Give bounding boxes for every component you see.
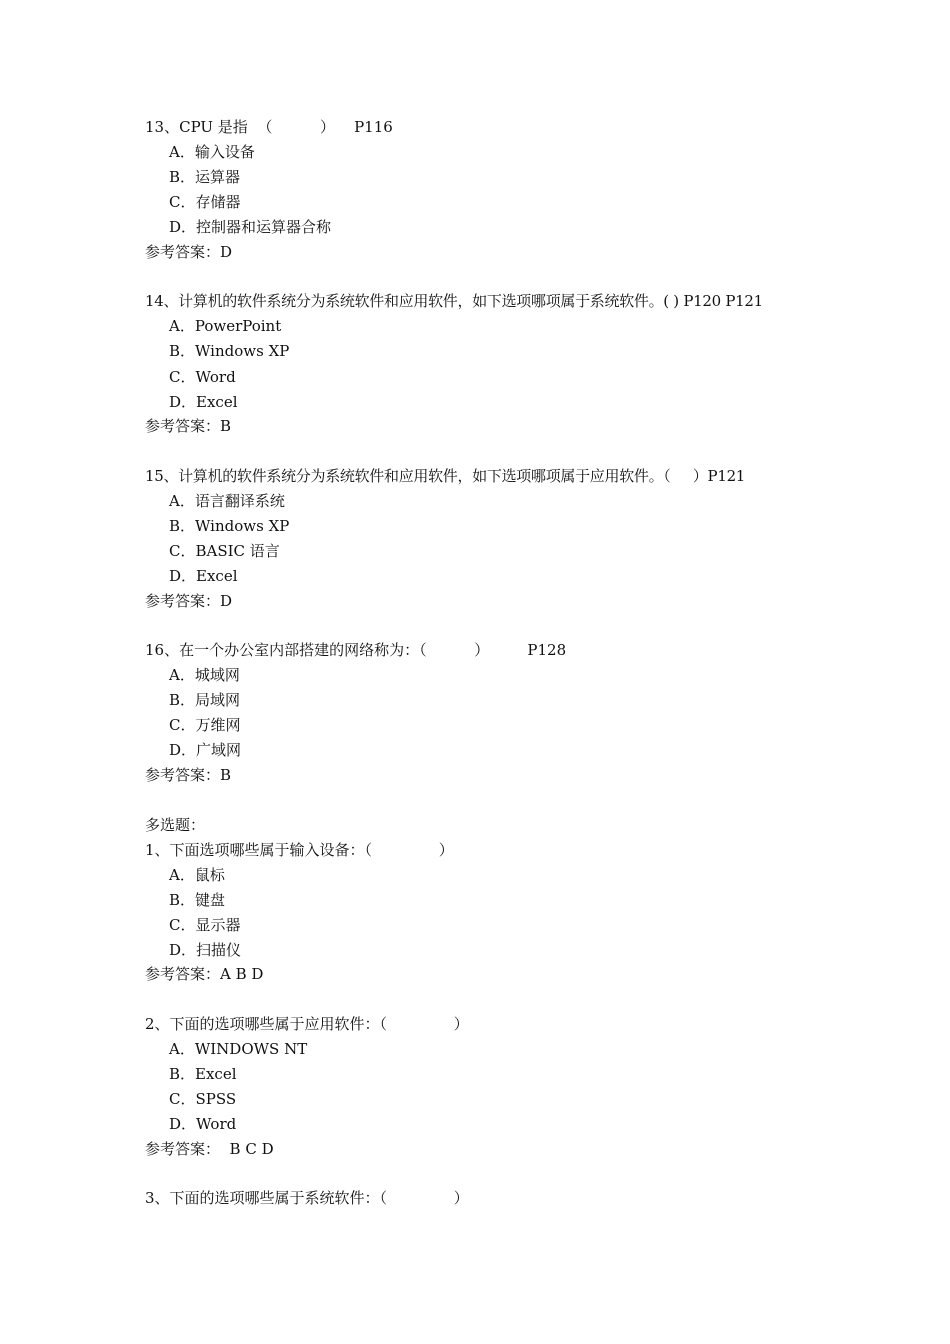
answer-15: 参考答案：D [145,592,233,610]
option-b: B．运算器 [169,168,241,186]
option-d: D．Word [169,1115,237,1133]
option-b: B．Windows XP [169,342,290,360]
option-a: A．WINDOWS NT [169,1040,308,1058]
option-c: C．Word [169,368,236,386]
answer-16: 参考答案：B [145,766,232,784]
question-15: 15、计算机的软件系统分为系统软件和应用软件，如下选项哪项属于应用软件。（ ）P121 [145,467,746,485]
option-a: A．PowerPoint [169,317,282,335]
mc-answer-1: 参考答案：A B D [145,965,264,983]
option-a: A．城域网 [169,666,240,684]
option-b: B．Windows XP [169,517,290,535]
option-c: C．SPSS [169,1090,237,1108]
answer-13: 参考答案：D [145,243,233,261]
mc-answer-2: 参考答案： B C D [145,1140,274,1158]
option-d: D．Excel [169,393,238,411]
section-heading-multiple-choice: 多选题： [145,816,206,834]
question-14: 14、计算机的软件系统分为系统软件和应用软件，如下选项哪项属于系统软件。( ) P120 P121 [145,292,763,310]
option-c: C．存储器 [169,193,241,211]
option-b: B．键盘 [169,891,226,909]
option-a: A．输入设备 [169,143,255,161]
option-c: C．万维网 [169,716,241,734]
option-a: A．语言翻译系统 [169,492,285,510]
question-13: 13、CPU 是指 （ ） P116 [145,118,393,136]
mc-question-3: 3、下面的选项哪些属于系统软件：（ ） [145,1189,469,1207]
mc-question-2: 2、下面的选项哪些属于应用软件：（ ） [145,1015,469,1033]
answer-14: 参考答案：B [145,417,232,435]
option-b: B．Excel [169,1065,237,1083]
option-d: D．广域网 [169,741,242,759]
question-16: 16、在一个办公室内部搭建的网络称为：（ ） P128 [145,641,567,659]
option-d: D．控制器和运算器合称 [169,218,332,236]
mc-question-1: 1、下面选项哪些属于输入设备：（ ） [145,841,454,859]
option-b: B．局域网 [169,691,241,709]
option-a: A．鼠标 [169,866,225,884]
option-c: C．显示器 [169,916,241,934]
option-d: D．扫描仪 [169,941,242,959]
option-d: D．Excel [169,567,238,585]
option-c: C．BASIC 语言 [169,542,280,560]
